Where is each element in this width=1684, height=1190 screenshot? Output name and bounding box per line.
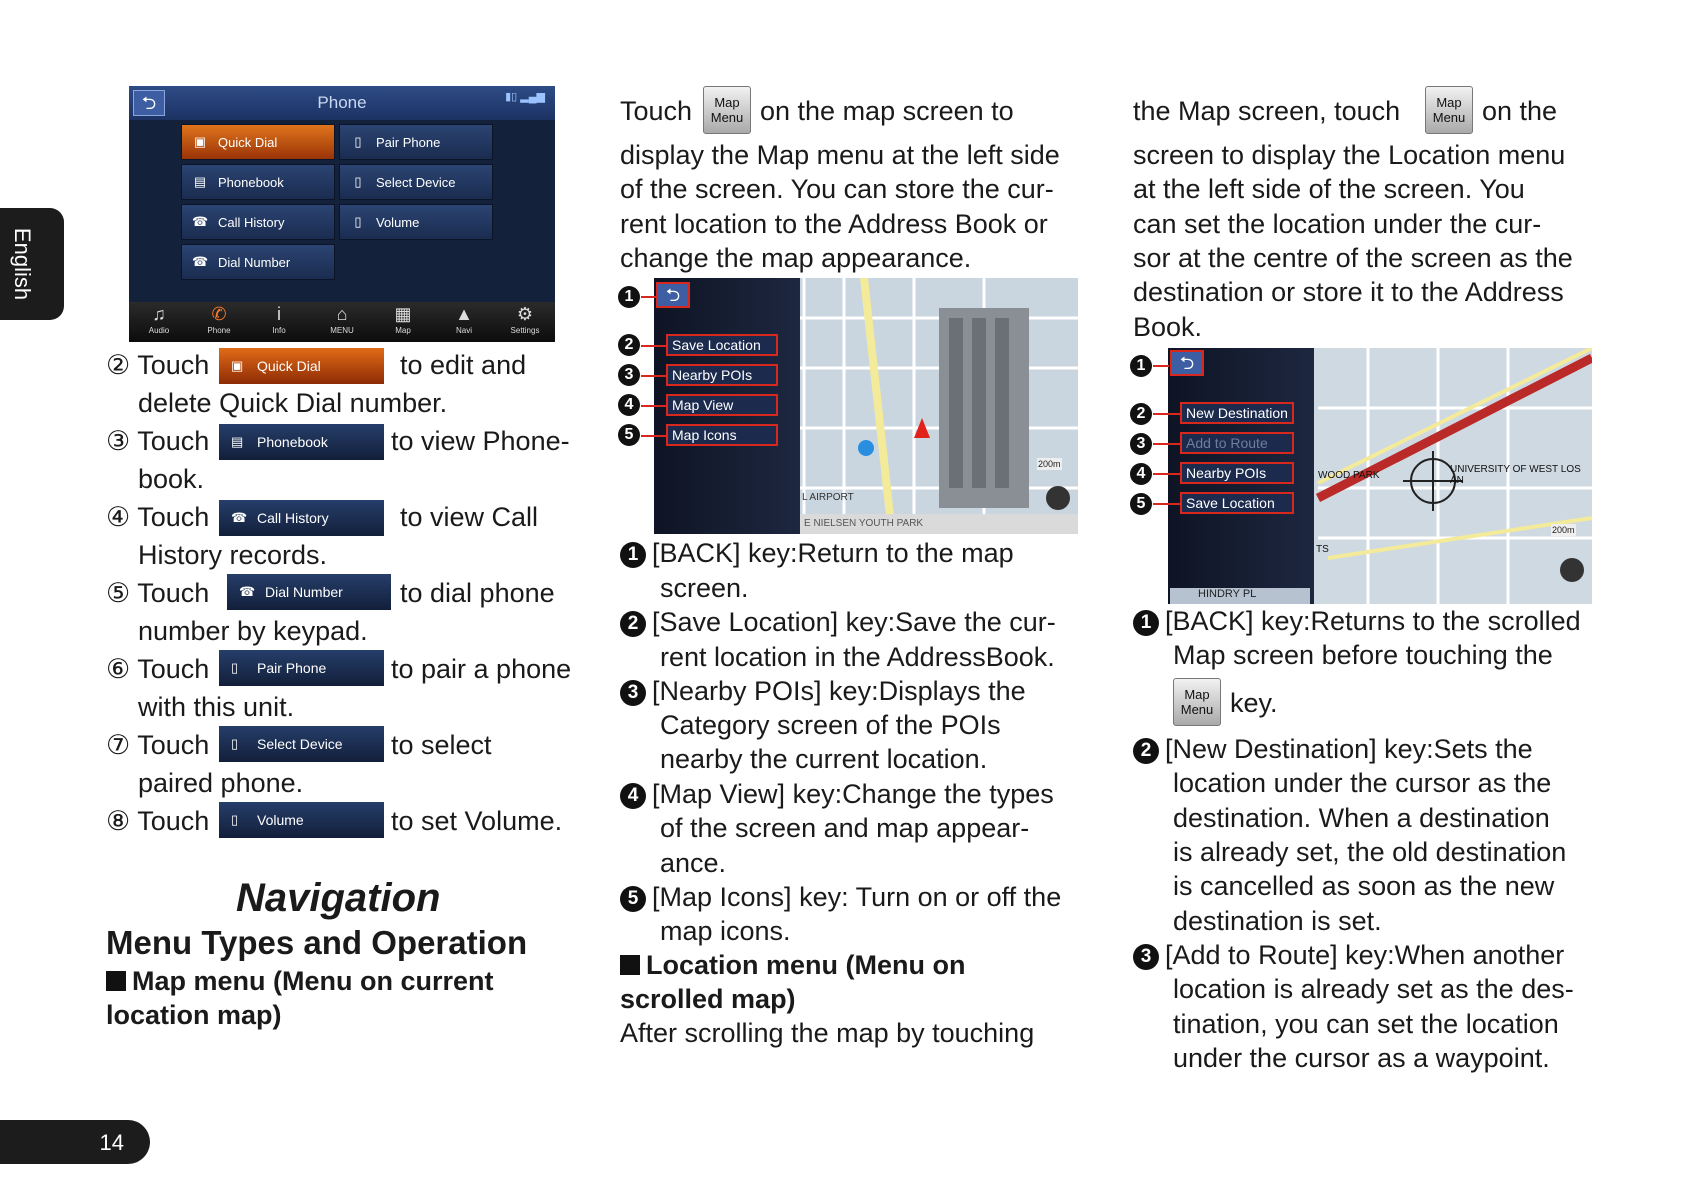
item-7-cont: paired phone.	[138, 768, 304, 798]
dock-info: i Info	[249, 302, 309, 342]
call-history-icon: ☎	[231, 510, 248, 525]
callout-line	[641, 296, 656, 298]
mid-note-4-cont2: ance.	[660, 848, 727, 878]
map-scale: 200m	[1038, 459, 1061, 469]
location-heading-1: Location menu (Menu on	[620, 948, 965, 983]
mid-line-1: display the Map menu at the left side	[620, 140, 1060, 170]
ts-label: TS	[1316, 544, 1329, 555]
univ-label: UNIVERSITY OF WEST LOS AN	[1450, 464, 1581, 486]
right-note-3-cont3: under the cursor as a waypoint.	[1173, 1043, 1550, 1073]
item-2-cont: delete Quick Dial number.	[138, 388, 448, 418]
right-note-2-cont5: destination is set.	[1173, 906, 1382, 936]
item-2-post: to edit and	[400, 350, 527, 380]
dock-settings: ⚙ Settings	[495, 302, 555, 342]
volume-icon: ▯	[354, 214, 362, 229]
mid-touch: Touch	[620, 96, 693, 126]
mid-after-key: on the map screen to	[760, 96, 1014, 126]
phonebook-key: ▤ Phonebook	[219, 424, 384, 460]
select-device-tile: ▯ Select Device	[339, 164, 493, 200]
dial-number-tile: ☎ Dial Number	[181, 244, 335, 280]
item-6-post: to pair a phone	[391, 654, 572, 684]
mid-note-1: 1 [BACK] key:Return to the map	[620, 536, 1014, 571]
volume-key: ▯ Volume	[219, 802, 384, 838]
map-menu-key-icon: Map Menu	[1425, 86, 1473, 134]
map-menu-key-icon: Map Menu	[1173, 678, 1221, 726]
item-6-cont: with this unit.	[138, 692, 295, 722]
callout-5: 5	[1130, 493, 1152, 515]
callout-1: 1	[1130, 355, 1152, 377]
item-5-post: to dial phone	[400, 578, 555, 608]
callout-line	[1153, 413, 1180, 415]
quick-dial-icon: ▣	[231, 358, 244, 373]
item-8-post: to set Volume.	[391, 806, 563, 836]
back-icon: ⮌	[1170, 350, 1204, 376]
pair-phone-tile: ▯ Pair Phone	[339, 124, 493, 160]
park-label: WOOD PARK	[1318, 470, 1380, 481]
dock-audio: ♫ Audio	[129, 302, 189, 342]
square-bullet-icon	[106, 971, 126, 991]
right-note-1-key-tail: key.	[1230, 688, 1278, 718]
callout-5: 5	[618, 424, 640, 446]
item-5-cont: number by keypad.	[138, 616, 368, 646]
item-3-post: to view Phone-	[391, 426, 570, 456]
callout-line	[1153, 473, 1180, 475]
map-menu-heading-1: Map menu (Menu on current	[106, 964, 494, 999]
callout-3: 3	[1130, 433, 1152, 455]
right-line-3: can set the location under the cur-	[1133, 209, 1542, 239]
select-device-icon: ▯	[354, 174, 362, 189]
item-2-line1: ② Touch	[106, 350, 210, 380]
mid-note-4-cont1: of the screen and map appear-	[660, 813, 1030, 843]
callout-line	[641, 345, 666, 347]
callout-1: 1	[618, 286, 640, 308]
menu-heading: Menu Types and Operation	[106, 924, 528, 961]
item-5-line1: ⑤ Touch	[106, 578, 210, 608]
right-note-2-cont4: is cancelled as soon as the new	[1173, 871, 1555, 901]
quick-dial-tile: ▣ Quick Dial	[181, 124, 335, 160]
item-4-cont: History records.	[138, 540, 328, 570]
pair-phone-icon: ▯	[231, 660, 239, 675]
item-3-line1: ③ Touch	[106, 426, 210, 456]
page-number-tab	[0, 1120, 150, 1164]
menu-map-view: Map View	[666, 394, 778, 416]
menu-nearby-pois: Nearby POIs	[666, 364, 778, 386]
mid-note-3-cont2: nearby the current location.	[660, 744, 988, 774]
right-line-6: Book.	[1133, 312, 1203, 342]
right-note-2-cont2: destination. When a destination	[1173, 803, 1550, 833]
phone-screen-screenshot	[129, 86, 555, 342]
mid-note-2-cont: rent location in the AddressBook.	[660, 642, 1055, 672]
call-history-tile: ☎ Call History	[181, 204, 335, 240]
home-icon: ⌂	[336, 304, 348, 324]
language-label: English	[10, 227, 35, 301]
right-note-2-cont1: location under the cursor as the	[1173, 768, 1552, 798]
callout-4: 4	[1130, 463, 1152, 485]
right-line-2: at the left side of the screen. You	[1133, 174, 1525, 204]
right-note-3-cont1: location is already set as the des-	[1173, 974, 1574, 1004]
callout-line	[641, 405, 666, 407]
mid-note-5: 5 [Map Icons] key: Turn on or off the	[620, 880, 1061, 915]
dock-map: ▦ Map	[373, 302, 433, 342]
page-number: 14	[99, 1130, 124, 1155]
menu-nearby-pois: Nearby POIs	[1180, 462, 1294, 484]
volume-icon: ▯	[231, 812, 239, 827]
menu-map-icons: Map Icons	[666, 424, 778, 446]
menu-add-to-route: Add to Route	[1180, 432, 1294, 454]
call-history-icon: ☎	[192, 214, 209, 229]
phone-icon: ✆	[211, 304, 227, 324]
signal-icon: ▮▯ ▂▄▆	[505, 91, 545, 103]
location-heading-2: scrolled map)	[620, 984, 796, 1014]
item-3-cont: book.	[138, 464, 205, 494]
mid-note-2: 2 [Save Location] key:Save the cur-	[620, 605, 1056, 640]
right-note-1-cont: Map screen before touching the	[1173, 640, 1553, 670]
square-bullet-icon	[620, 955, 640, 975]
phone-title: Phone	[317, 93, 367, 112]
callout-line	[1153, 365, 1169, 367]
location-menu-screenshot	[1168, 348, 1592, 604]
right-note-2: 2 [New Destination] key:Sets the	[1133, 732, 1533, 767]
right-note-2-cont3: is already set, the old destination	[1173, 837, 1567, 867]
right-line-5: destination or store it to the Address	[1133, 277, 1564, 307]
phonebook-tile: ▤ Phonebook	[181, 164, 335, 200]
after-scroll-text: After scrolling the map by touching	[620, 1018, 1035, 1048]
quick-dial-icon: ▣	[193, 134, 207, 149]
right-note-1: 1 [BACK] key:Returns to the scrolled	[1133, 604, 1581, 639]
map-label-park: E NIELSEN YOUTH PARK	[804, 518, 924, 529]
select-device-icon: ▯	[231, 736, 239, 751]
back-icon: ⮌	[133, 90, 165, 116]
menu-save-location: Save Location	[666, 334, 778, 356]
item-7-line1: ⑦ Touch	[106, 730, 210, 760]
settings-icon: ⚙	[516, 304, 534, 324]
volume-tile: ▯ Volume	[339, 204, 493, 240]
navi-icon: ▲	[455, 304, 473, 324]
info-icon: i	[277, 304, 281, 324]
dial-number-icon: ☎	[192, 254, 209, 269]
mid-line-4: change the map appearance.	[620, 243, 972, 273]
language-tab	[0, 208, 64, 320]
right-first-post: on the	[1482, 96, 1558, 126]
callout-line	[641, 435, 666, 437]
callout-line	[1153, 503, 1180, 505]
mid-line-3: rent location to the Address Book or	[620, 209, 1048, 239]
right-first-pre: the Map screen, touch	[1133, 96, 1401, 126]
dial-number-key: ☎ Dial Number	[227, 574, 391, 610]
quick-dial-key: ▣ Quick Dial	[219, 348, 384, 384]
callout-line	[1153, 443, 1180, 445]
callout-2: 2	[1130, 403, 1152, 425]
item-8-line1: ⑧ Touch	[106, 806, 210, 836]
mid-note-4: 4 [Map View] key:Change the types	[620, 777, 1054, 812]
right-note-3-cont2: tination, you can set the location	[1173, 1009, 1559, 1039]
dial-number-icon: ☎	[239, 584, 256, 599]
right-note-3: 3 [Add to Route] key:When another	[1133, 938, 1564, 973]
select-device-key: ▯ Select Device	[219, 726, 384, 762]
back-icon: ⮌	[656, 282, 690, 308]
map-menu-key-icon: Map Menu	[703, 86, 751, 134]
pair-phone-icon: ▯	[354, 134, 362, 149]
audio-icon: ♫	[152, 304, 166, 324]
map-label-airport: L AIRPORT	[802, 492, 854, 503]
callout-3: 3	[618, 364, 640, 386]
menu-new-destination: New Destination	[1180, 402, 1294, 424]
map-icon: ▦	[394, 304, 412, 324]
navigation-title: Navigation	[236, 876, 441, 920]
mid-line-2: of the screen. You can store the cur-	[620, 174, 1054, 204]
mid-note-3: 3 [Nearby POIs] key:Displays the	[620, 674, 1026, 709]
dock-menu: ⌂ MENU	[312, 302, 372, 342]
right-line-1: screen to display the Location menu	[1133, 140, 1566, 170]
menu-save-location: Save Location	[1180, 492, 1294, 514]
callout-2: 2	[618, 334, 640, 356]
mid-note-1-cont: screen.	[660, 573, 749, 603]
item-4-line1: ④ Touch	[106, 502, 210, 532]
item-4-post: to view Call	[400, 502, 539, 532]
phonebook-icon: ▤	[193, 174, 207, 189]
callout-line	[641, 375, 666, 377]
callout-4: 4	[618, 394, 640, 416]
dock-navi: ▲ Navi	[434, 302, 494, 342]
mid-note-3-cont1: Category screen of the POIs	[660, 710, 1001, 740]
street-label: HINDRY PL	[1170, 588, 1310, 604]
phonebook-icon: ▤	[231, 434, 244, 449]
item-7-post: to select	[391, 730, 492, 760]
right-line-4: sor at the centre of the screen as the	[1133, 243, 1573, 273]
map-menu-screenshot	[654, 278, 1078, 534]
mid-note-5-cont: map icons.	[660, 916, 791, 946]
dock-phone: ✆ Phone	[189, 302, 249, 342]
map-menu-heading-2: location map)	[106, 1000, 282, 1030]
item-6-line1: ⑥ Touch	[106, 654, 210, 684]
call-history-key: ☎ Call History	[219, 500, 384, 536]
dock-bar	[129, 302, 555, 342]
pair-phone-key: ▯ Pair Phone	[219, 650, 384, 686]
map-scale: 200m	[1552, 525, 1575, 535]
